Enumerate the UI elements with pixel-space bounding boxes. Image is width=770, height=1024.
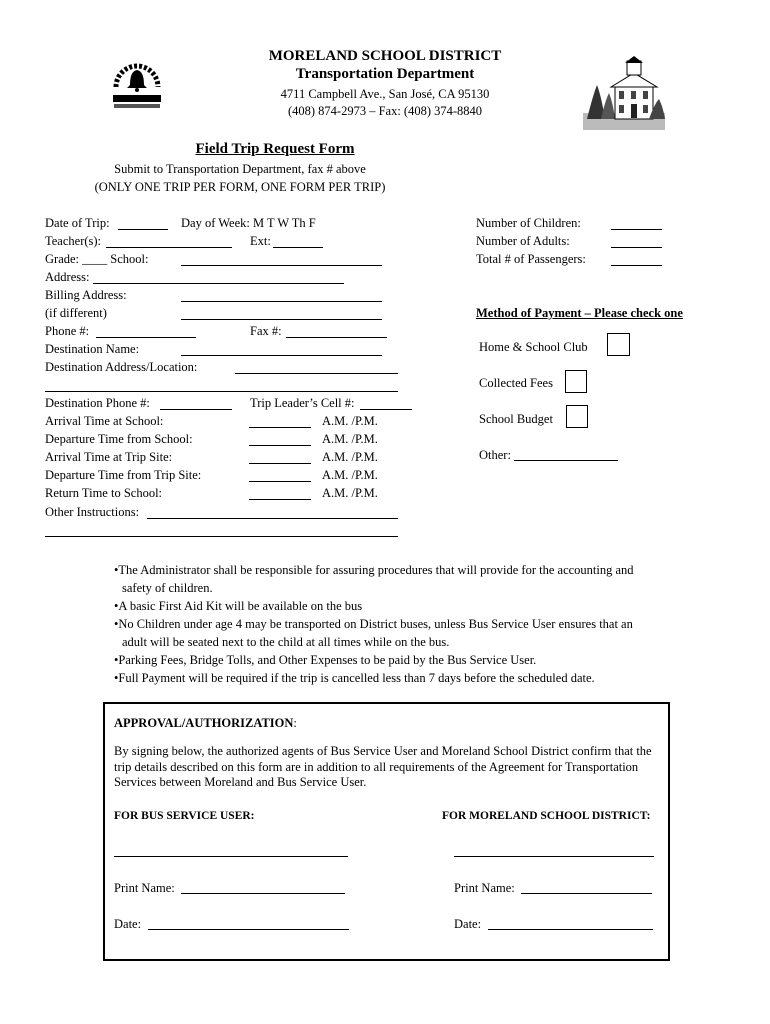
billing-address-field-2[interactable]: [181, 319, 382, 320]
bullet-icon: •: [114, 653, 119, 667]
other-instructions-field-2[interactable]: [45, 536, 398, 537]
day-of-week-label[interactable]: Day of Week: M T W Th F: [181, 216, 316, 230]
children-label: Number of Children:: [476, 216, 581, 230]
return-school-label: Return Time to School:: [45, 486, 163, 500]
rule-item: •A basic First Aid Kit will be available on the bus: [114, 599, 363, 613]
am-pm-5[interactable]: A.M. /P.M.: [322, 486, 378, 500]
bus-user-signature-field[interactable]: [114, 856, 348, 857]
collected-fees-checkbox[interactable]: [565, 370, 587, 393]
school-budget-label: School Budget: [479, 412, 553, 426]
rule-item: •Full Payment will be required if the trip is cancelled less than 7 days before the scheduled date.: [114, 671, 595, 685]
address-field[interactable]: [93, 283, 344, 284]
one-trip-note: (ONLY ONE TRIP PER FORM, ONE FORM PER TRIP): [94, 180, 386, 194]
teachers-field[interactable]: [106, 247, 232, 248]
arrival-school-field[interactable]: [249, 427, 311, 428]
am-pm-4[interactable]: A.M. /P.M.: [322, 468, 378, 482]
fax-label: Fax #:: [250, 324, 282, 338]
trip-leader-cell-label: Trip Leader’s Cell #:: [250, 396, 355, 410]
departure-school-field[interactable]: [249, 445, 311, 446]
destination-name-field[interactable]: [181, 355, 382, 356]
school-budget-checkbox[interactable]: [566, 405, 588, 428]
payment-heading: Method of Payment – Please check one: [476, 306, 683, 320]
home-school-club-checkbox[interactable]: [607, 333, 630, 356]
rules-list: [112, 561, 652, 687]
district-name: MORELAND SCHOOL DISTRICT: [268, 48, 502, 64]
fax-field[interactable]: [286, 337, 387, 338]
ext-label: Ext:: [250, 234, 271, 248]
destination-address-label: Destination Address/Location:: [45, 360, 198, 374]
bullet-icon: •: [114, 599, 119, 613]
bus-user-print-name-field[interactable]: [181, 893, 345, 894]
departure-trip-field[interactable]: [249, 481, 311, 482]
bullet-icon: •: [114, 563, 119, 577]
district-signature-field[interactable]: [454, 856, 654, 857]
date-of-trip-label: Date of Trip:: [45, 216, 110, 230]
submit-note: Submit to Transportation Department, fax # above: [114, 162, 366, 176]
district-heading: FOR MORELAND SCHOOL DISTRICT:: [442, 810, 651, 822]
billing-address-field[interactable]: [181, 301, 382, 302]
billing-address-label: Billing Address:: [45, 288, 127, 302]
address-label: Address:: [45, 270, 90, 284]
bus-user-date-label: Date:: [114, 917, 142, 931]
bus-user-heading: FOR BUS SERVICE USER:: [114, 810, 255, 822]
district-phone-fax: (408) 874-2973 – Fax: (408) 374-8840: [287, 104, 483, 118]
rule-item: •Parking Fees, Bridge Tolls, and Other Expenses to be paid by the Bus Service User.: [114, 653, 537, 667]
other-instructions-field[interactable]: [147, 518, 398, 519]
rule-item: •The Administrator shall be responsible for assuring procedures that will provide for the accounting and safety of children.: [114, 563, 634, 595]
if-different-label: (if different): [45, 306, 107, 320]
destination-address-field-2[interactable]: [45, 391, 398, 392]
district-print-name-label: Print Name:: [454, 881, 515, 895]
arrival-school-label: Arrival Time at School:: [45, 414, 164, 428]
grade-school-label: Grade: ____ School:: [45, 252, 149, 266]
arrival-trip-field[interactable]: [249, 463, 311, 464]
total-passengers-field[interactable]: [611, 265, 662, 266]
rule-item: •No Children under age 4 may be transported on District buses, unless Bus Service User ensures that an adult will be seated next to the child at all times while on the bus.: [114, 617, 633, 649]
return-school-field[interactable]: [249, 499, 311, 500]
approval-box: [103, 702, 670, 961]
destination-address-field[interactable]: [235, 373, 398, 374]
district-address: 4711 Campbell Ave., San José, CA 95130: [280, 87, 490, 101]
departure-trip-label: Departure Time from Trip Site:: [45, 468, 202, 482]
destination-phone-label: Destination Phone #:: [45, 396, 150, 410]
school-building-illustration: [583, 55, 665, 130]
bullet-icon: •: [114, 617, 119, 631]
phone-label: Phone #:: [45, 324, 90, 338]
am-pm-1[interactable]: A.M. /P.M.: [322, 414, 378, 428]
other-instructions-label: Other Instructions:: [45, 505, 140, 519]
departure-school-label: Departure Time from School:: [45, 432, 193, 446]
home-school-club-label: Home & School Club: [479, 340, 588, 354]
am-pm-2[interactable]: A.M. /P.M.: [322, 432, 378, 446]
children-field[interactable]: [611, 229, 662, 230]
ext-field[interactable]: [273, 247, 323, 248]
approval-text: By signing below, the authorized agents of Bus Service User and Moreland School District confirm that the trip details described on this form are in addition to all requirements of the Agreement for Transportation Services between Moreland and Bus Service User.: [114, 744, 652, 789]
bus-user-print-name-label: Print Name:: [114, 881, 175, 895]
department-name: Transportation Department: [295, 66, 475, 82]
teachers-label: Teacher(s):: [45, 234, 102, 248]
adults-label: Number of Adults:: [476, 234, 570, 248]
arrival-trip-label: Arrival Time at Trip Site:: [45, 450, 173, 464]
trip-leader-cell-field[interactable]: [360, 409, 412, 410]
other-payment-label: Other:: [479, 448, 511, 462]
collected-fees-label: Collected Fees: [479, 376, 553, 390]
district-date-label: Date:: [454, 917, 482, 931]
district-print-name-field[interactable]: [521, 893, 652, 894]
bus-user-date-field[interactable]: [148, 929, 349, 930]
school-field[interactable]: [181, 265, 382, 266]
district-date-field[interactable]: [488, 929, 653, 930]
total-passengers-label: Total # of Passengers:: [476, 252, 586, 266]
date-of-trip-field[interactable]: [118, 229, 168, 230]
destination-phone-field[interactable]: [160, 409, 232, 410]
other-payment-field[interactable]: [514, 460, 618, 461]
adults-field[interactable]: [611, 247, 662, 248]
bullet-icon: •: [114, 671, 119, 685]
phone-field[interactable]: [96, 337, 196, 338]
am-pm-3[interactable]: A.M. /P.M.: [322, 450, 378, 464]
form-title: Field Trip Request Form: [195, 141, 355, 157]
destination-name-label: Destination Name:: [45, 342, 140, 356]
district-seal-logo: [108, 57, 166, 117]
approval-heading: APPROVAL/AUTHORIZATION:: [114, 716, 297, 730]
